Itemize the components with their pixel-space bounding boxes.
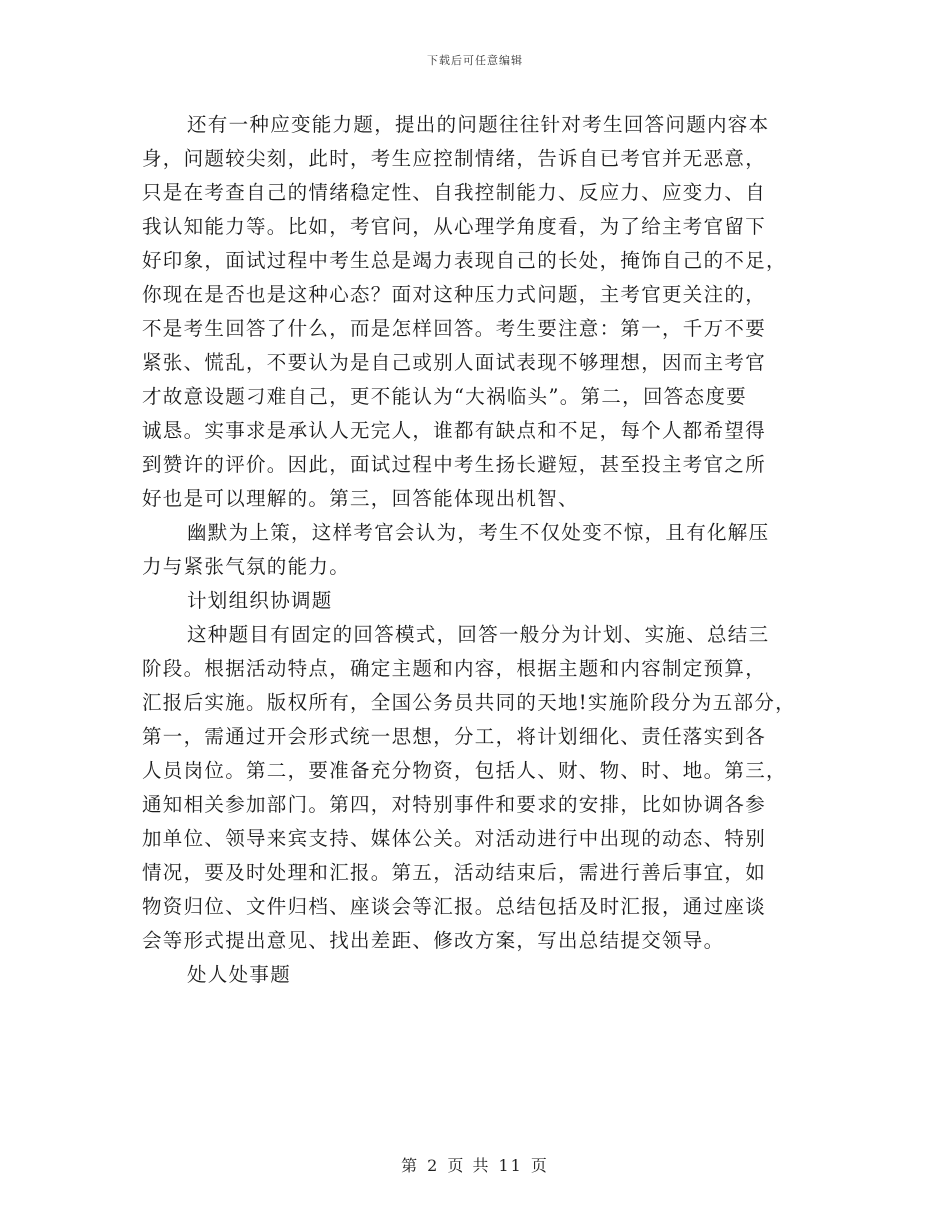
text-line-10: 诚恳。实事求是承认人无完人，谁都有缺点和不足，每个人都希望得 xyxy=(142,419,767,442)
page-footer xyxy=(0,1153,950,1176)
text-line-24: 物资归位、文件归档、座谈会等汇报。总结包括及时汇报，通过座谈 xyxy=(142,895,767,918)
text-line-4: 我认知能力等。比如，考官问，从心理学角度看，为了给主考官留下 xyxy=(142,215,767,238)
text-line-25: 会等形式提出意见、找出差距、修改方案，写出总结提交领导。 xyxy=(142,929,725,952)
text-line-13: 幽默为上策，这样考官会认为，考生不仅处变不惊，且有化解压 xyxy=(187,521,770,544)
text-line-9: 才故意设题刁难自己，更不能认为“大祸临头”。第二，回答态度要 xyxy=(142,385,747,408)
current-page-number: 2 xyxy=(427,1156,440,1175)
footer-prefix: 第 xyxy=(401,1156,420,1175)
text-line-23: 情况，要及时处理和汇报。第五，活动结束后，需进行善后事宜，如 xyxy=(142,861,767,884)
text-line-21: 通知相关参加部门。第四，对特别事件和要求的安排，比如协调各参 xyxy=(142,793,767,816)
text-line-16: 这种题目有固定的回答模式，回答一般分为计划、实施、总结三 xyxy=(187,623,770,646)
text-line-22: 加单位、领导来宾支持、媒体公关。对活动进行中出现的动态、特别 xyxy=(142,827,767,850)
text-line-2: 身，问题较尖刻，此时，考生应控制情绪，告诉自已考官并无恶意， xyxy=(142,147,767,170)
text-line-12: 好也是可以理解的。第三，回答能体现出机智、 xyxy=(142,487,579,510)
text-line-5: 好印象，面试过程中考生总是竭力表现自己的长处，掩饰自己的不足， xyxy=(142,249,787,272)
text-line-19: 第一，需通过开会形式统一思想，分工，将计划细化、责任落实到各 xyxy=(142,725,767,748)
text-line-7: 不是考生回答了什么，而是怎样回答。考生要注意：第一，千万不要 xyxy=(142,317,767,340)
section-heading-planning: 计划组织协调题 xyxy=(187,589,333,612)
text-line-11: 到赞许的评价。因此，面试过程中考生扬长避短，甚至投主考官之所 xyxy=(142,453,767,476)
document-body xyxy=(142,108,822,992)
footer-middle: 页 共 xyxy=(447,1156,491,1175)
section-heading-people: 处人处事题 xyxy=(187,963,292,986)
text-line-14: 力与紧张气氛的能力。 xyxy=(142,555,351,578)
text-line-18: 汇报后实施。版权所有，全国公务员共同的天地!实施阶段分为五部分， xyxy=(142,691,796,714)
text-line-3: 只是在考查自己的情绪稳定性、自我控制能力、反应力、应变力、自 xyxy=(142,181,767,204)
text-line-6: 你现在是否也是这种心态？面对这种压力式问题，主考官更关注的， xyxy=(142,283,767,306)
text-line-1: 还有一种应变能力题，提出的问题往往针对考生回答问题内容本 xyxy=(187,113,770,136)
footer-suffix: 页 xyxy=(530,1156,549,1175)
total-pages-number: 11 xyxy=(498,1156,523,1175)
text-line-8: 紧张、慌乱，不要认为是自己或别人面试表现不够理想，因而主考官 xyxy=(142,351,767,374)
text-line-17: 阶段。根据活动特点，确定主题和内容，根据主题和内容制定预算， xyxy=(142,657,767,680)
page-header: 下载后可任意编辑 xyxy=(427,54,523,67)
text-line-20: 人员岗位。第二，要准备充分物资，包括人、财、物、时、地。第三， xyxy=(142,759,787,782)
